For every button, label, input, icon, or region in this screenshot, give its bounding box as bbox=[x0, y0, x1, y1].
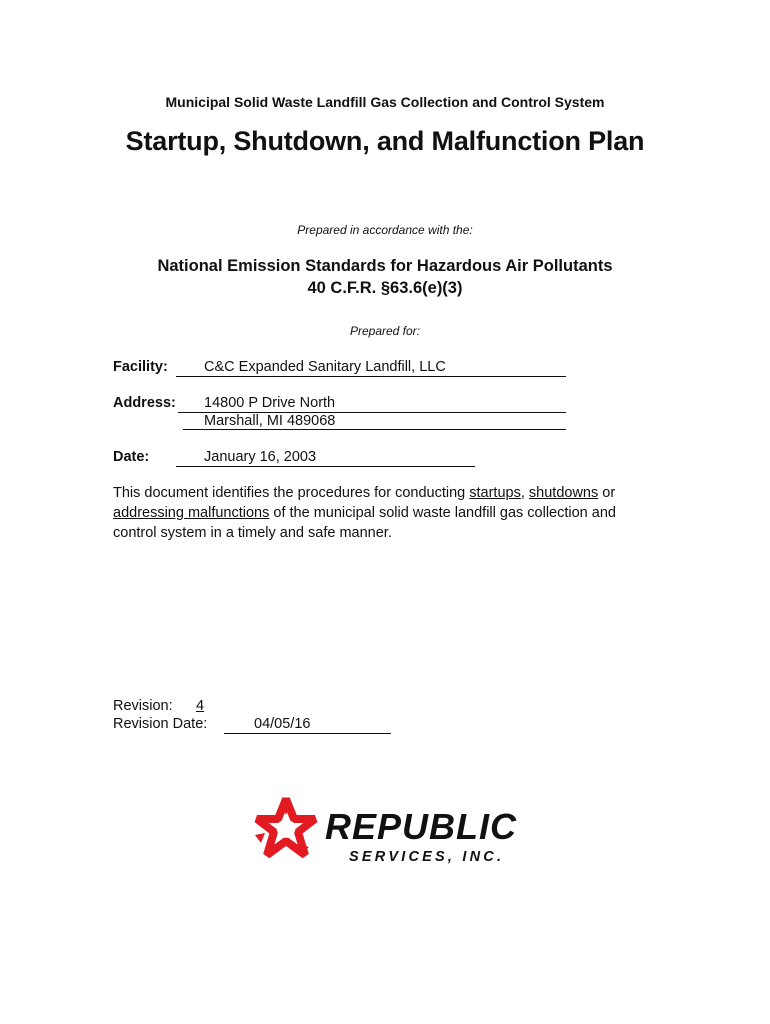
address-label: Address: bbox=[113, 395, 176, 411]
prepared-for-text: Prepared for: bbox=[349, 324, 421, 338]
description-part-3: of the municipal solid waste landfill gas collection and control system in a timely and safe manner. bbox=[113, 505, 616, 541]
revision-label: Revision: bbox=[113, 698, 173, 714]
address-line-2: Marshall, MI 489068 bbox=[204, 413, 336, 429]
date-value: January 16, 2003 bbox=[204, 449, 317, 465]
republic-services-logo bbox=[253, 795, 543, 867]
standard-cfr: 40 C.F.R. §63.6(e)(3) bbox=[307, 279, 463, 297]
prepared-accordance-text: Prepared in accordance with the: bbox=[297, 223, 473, 237]
document-subtitle: Municipal Solid Waste Landfill Gas Collection and Control System bbox=[165, 94, 605, 110]
description-part-1: This document identifies the procedures for conducting bbox=[113, 485, 470, 501]
document-description bbox=[113, 483, 658, 543]
address-line-1: 14800 P Drive North bbox=[204, 395, 336, 411]
facility-label: Facility: bbox=[113, 359, 168, 375]
revision-date-value: 04/05/16 bbox=[254, 716, 311, 732]
document-title: Startup, Shutdown, and Malfunction Plan bbox=[125, 126, 645, 156]
standard-name: National Emission Standards for Hazardous Air Pollutants bbox=[157, 257, 613, 275]
startups-term: startups bbox=[469, 485, 521, 501]
revision-date-label: Revision Date: bbox=[113, 716, 208, 732]
republic-star-icon bbox=[255, 799, 315, 855]
addressing-malfunctions-term: addressing malfunctions bbox=[113, 505, 270, 521]
facility-value: C&C Expanded Sanitary Landfill, LLC bbox=[204, 359, 446, 375]
shutdowns-term: shutdowns bbox=[528, 485, 599, 501]
date-label: Date: bbox=[113, 449, 150, 465]
description-part-2: or bbox=[598, 485, 616, 501]
description-comma: , bbox=[520, 485, 529, 501]
logo-word-republic: REPUBLIC bbox=[325, 806, 518, 847]
revision-value: 4 bbox=[196, 698, 205, 714]
logo-word-services: SERVICES, INC. bbox=[349, 849, 505, 865]
